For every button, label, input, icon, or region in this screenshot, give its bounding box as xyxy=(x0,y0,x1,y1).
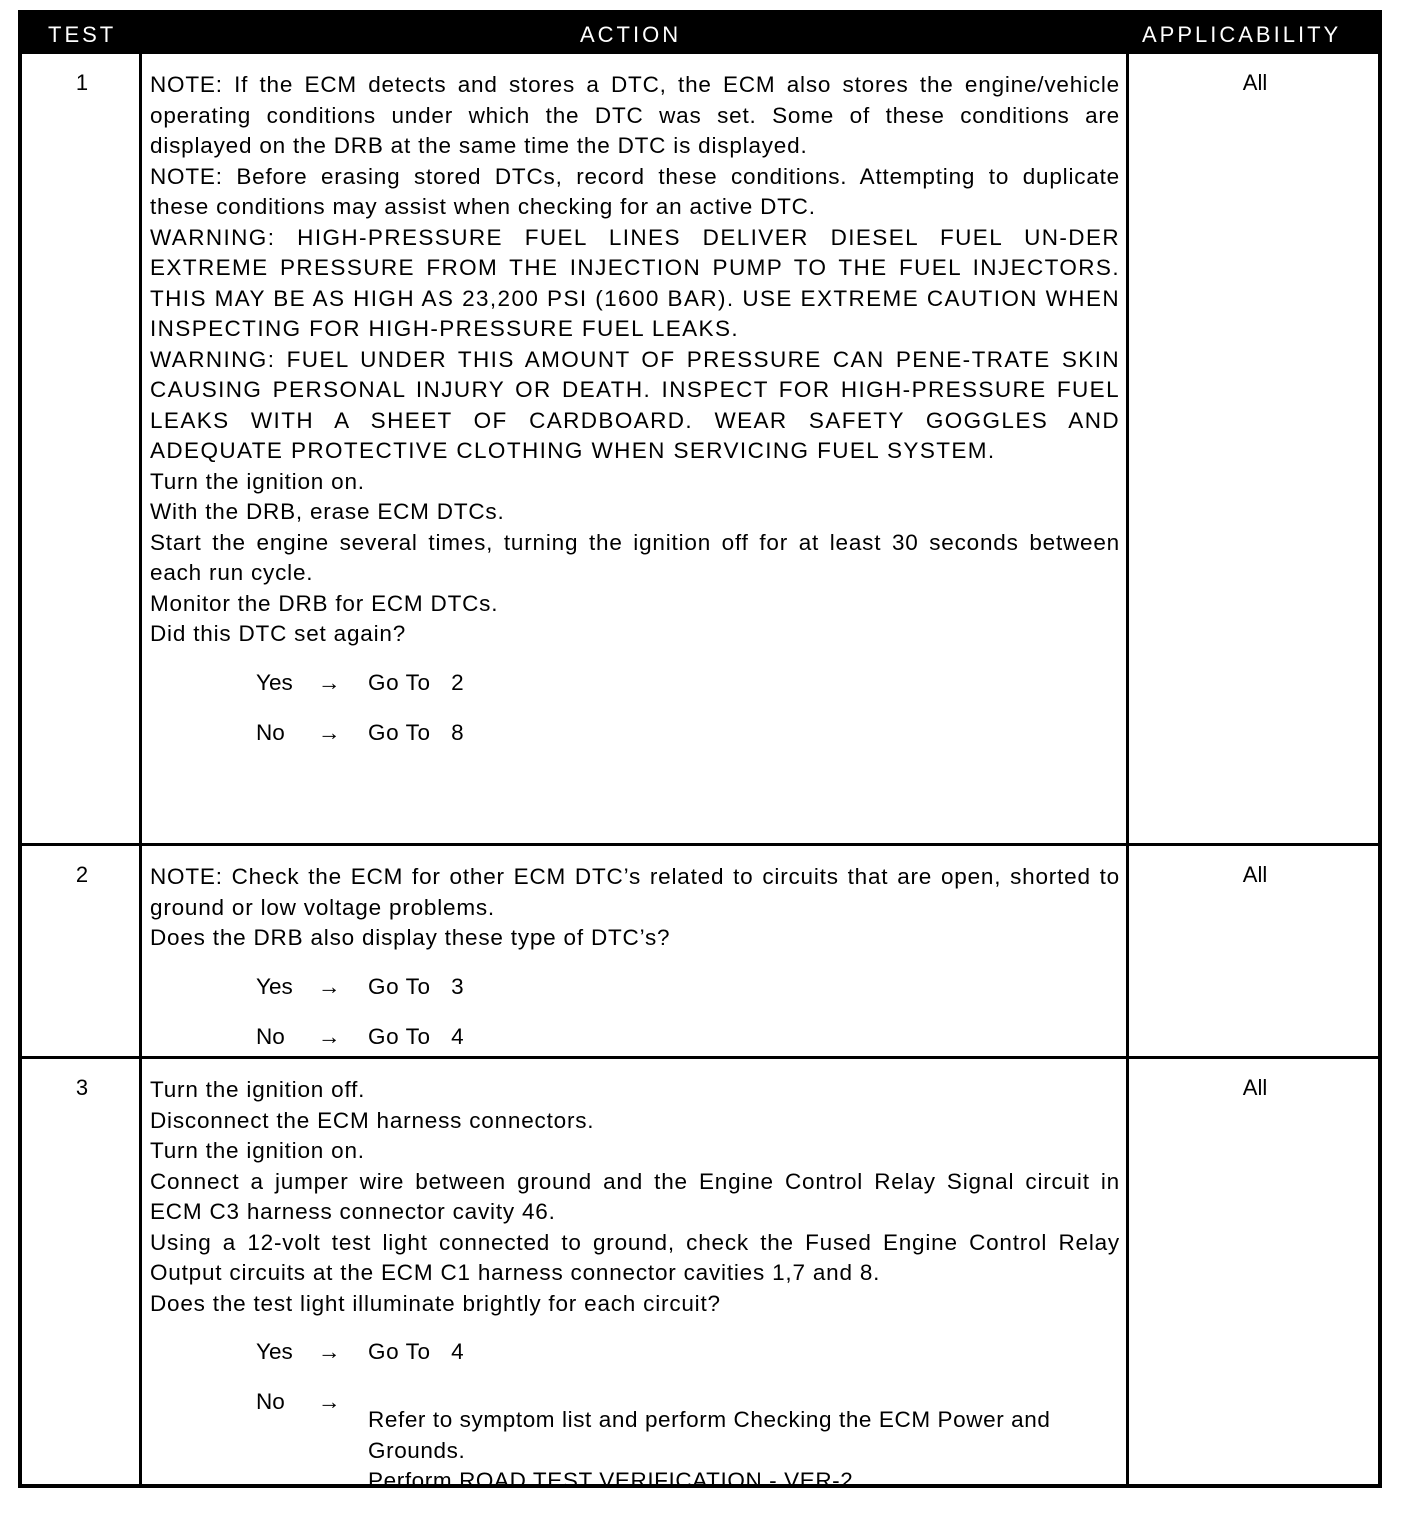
action-line: Turn the ignition on. xyxy=(150,1138,365,1163)
action-line: NOTE: Before erasing stored DTCs, record these conditions. Attempting to duplicate these conditions may assist when checking for an active DTC. xyxy=(150,163,1120,219)
yes-target: Go To 2 xyxy=(368,669,465,695)
action-cell xyxy=(150,1075,1120,1493)
applicability-cell: All xyxy=(1242,862,1268,887)
diagnostic-table xyxy=(18,10,1382,1493)
table-row xyxy=(22,54,1378,846)
arrow-icon: → xyxy=(318,973,341,999)
arrow-icon: → xyxy=(318,669,341,695)
no-target: Go To 8 xyxy=(368,719,465,745)
no-branch xyxy=(150,1369,1120,1493)
header-test: TEST xyxy=(48,22,117,47)
action-line: Disconnect the ECM harness connectors. xyxy=(150,1107,595,1133)
action-line: Does the DRB also display these type of DTC’s? xyxy=(150,925,671,950)
applicability-cell: All xyxy=(1242,70,1268,95)
arrow-icon: → xyxy=(318,1339,341,1364)
test-number: 3 xyxy=(75,1075,89,1100)
action-line: Start the engine several times, turning the ignition off for at least 30 seconds between each run cycle. xyxy=(150,529,1120,585)
yes-target: Go To 4 xyxy=(368,1339,465,1364)
yes-branch xyxy=(150,650,1120,700)
action-line: With the DRB, erase ECM DTCs. xyxy=(150,499,505,524)
arrow-icon: → xyxy=(318,1389,341,1414)
action-line: NOTE: If the ECM detects and stores a DTC, the ECM also stores the engine/vehicle operating conditions under which the DTC was set. Some of these conditions are displayed on the DRB at the same time the DTC is displayed. xyxy=(150,72,1120,158)
action-line: Does the test light illuminate brightly for each circuit? xyxy=(150,1290,721,1316)
yes-branch xyxy=(150,954,1120,1004)
no-branch xyxy=(150,700,1120,750)
table-header xyxy=(22,14,1378,54)
action-line: NOTE: Check the ECM for other ECM DTC’s related to circuits that are open, shorted to ground or low voltage problems. xyxy=(150,864,1120,920)
arrow-icon: → xyxy=(318,719,341,745)
arrow-icon: → xyxy=(318,1023,341,1049)
table-row xyxy=(22,846,1378,1059)
no-label: No xyxy=(256,1023,285,1049)
yes-label: Yes xyxy=(256,1339,293,1364)
yes-branch xyxy=(150,1319,1120,1369)
action-line: Turn the ignition off. xyxy=(150,1077,366,1102)
action-line: Turn the ignition on. xyxy=(150,468,365,494)
action-line: Monitor the DRB for ECM DTCs. xyxy=(150,590,499,616)
header-action: ACTION xyxy=(580,22,682,47)
table-row xyxy=(22,1059,1378,1493)
action-line: Connect a jumper wire between ground and the Engine Control Relay Signal circuit in ECM C3 harness connector cavity 46. xyxy=(150,1168,1120,1224)
no-label: No xyxy=(256,1389,285,1414)
header-applicability: APPLICABILITY xyxy=(1142,22,1342,47)
no-target: Go To 4 xyxy=(368,1023,465,1049)
test-number: 1 xyxy=(75,70,89,95)
action-line: WARNING: FUEL UNDER THIS AMOUNT OF PRESSURE CAN PENE-TRATE SKIN CAUSING PERSONAL INJURY OR DEATH. INSPECT FOR HIGH-PRESSURE FUEL LEAKS WITH A SHEET OF CARDBOARD. WEAR SAFETY GOGGLES AND ADEQUATE PROTECTIVE CLOTHING WHEN SERVICING FUEL SYSTEM. xyxy=(150,346,1120,463)
no-target: Refer to symptom list and perform Checking the ECM Power and Grounds. xyxy=(368,1407,1051,1463)
test-number: 2 xyxy=(75,862,89,887)
no-label: No xyxy=(256,719,285,745)
no-target-followup: Perform ROAD TEST VERIFICATION - VER-2. xyxy=(368,1468,861,1493)
action-cell xyxy=(150,862,1120,1054)
action-cell xyxy=(150,70,1120,750)
action-line: WARNING: HIGH-PRESSURE FUEL LINES DELIVER DIESEL FUEL UN-DER EXTREME PRESSURE FROM THE INJECTION PUMP TO THE FUEL INJECTORS. THIS MAY BE AS HIGH AS 23,200 PSI (1600 BAR). USE EXTREME CAUTION WHEN INSPECTING FOR HIGH-PRESSURE FUEL LEAKS. xyxy=(150,224,1120,341)
column-divider xyxy=(139,54,142,1484)
yes-label: Yes xyxy=(256,669,293,695)
yes-label: Yes xyxy=(256,973,293,999)
action-line: Did this DTC set again? xyxy=(150,621,407,646)
action-line: Using a 12-volt test light connected to ground, check the Fused Engine Control Relay Output circuits at the ECM C1 harness connector cavities 1,7 and 8. xyxy=(150,1229,1120,1285)
column-divider xyxy=(1126,54,1129,1484)
yes-target: Go To 3 xyxy=(368,973,465,999)
applicability-cell: All xyxy=(1242,1075,1268,1100)
no-branch xyxy=(150,1004,1120,1054)
